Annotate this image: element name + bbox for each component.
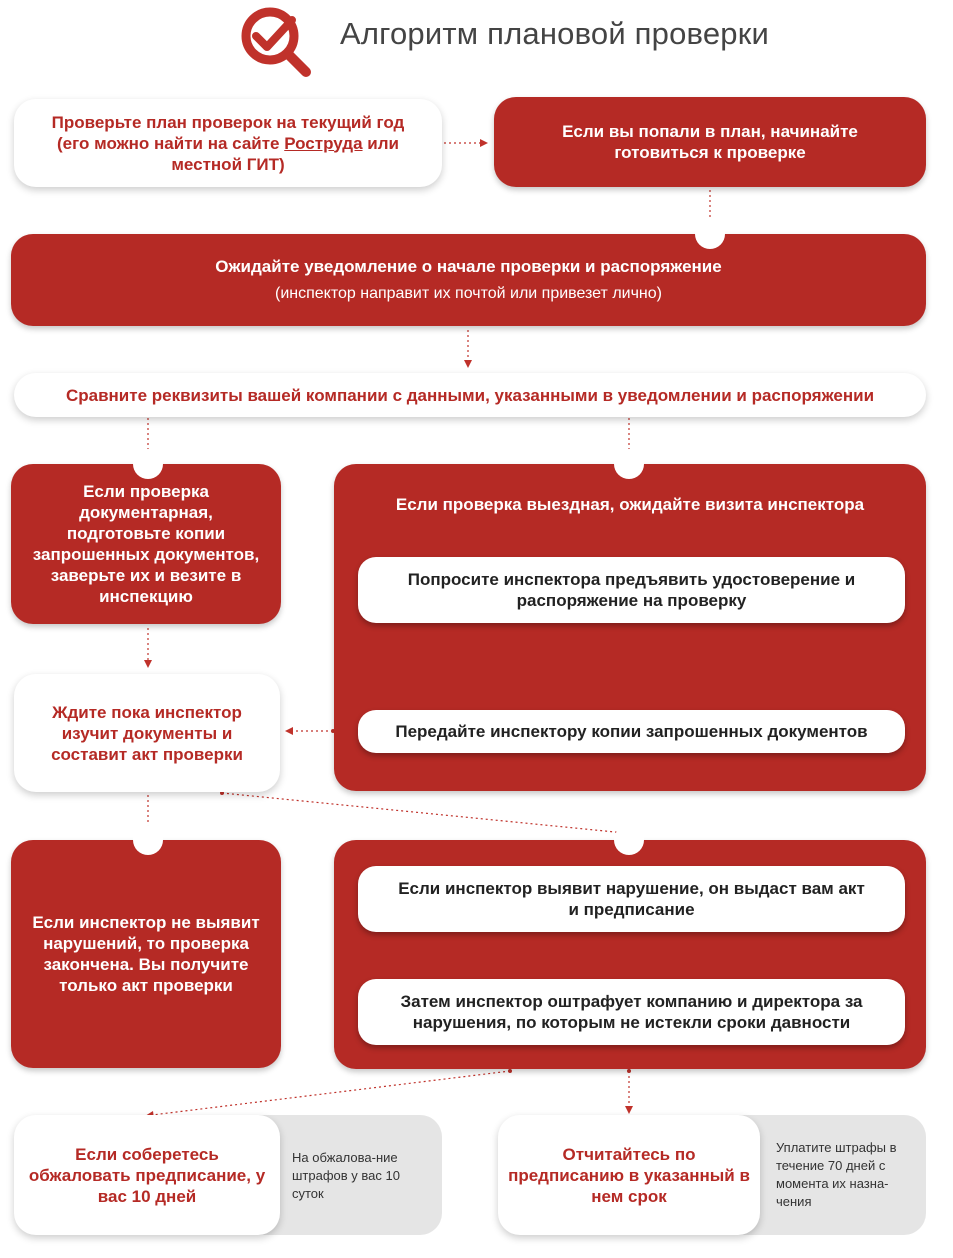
appeal-text: Если соберетесь обжаловать предписание, у вас 10 дней <box>28 1144 266 1206</box>
step-onsite <box>334 464 926 791</box>
step-violation <box>334 840 926 1069</box>
violation-fine <box>358 979 905 1045</box>
no-violation-text: Если инспектор не выявит нарушений, то проверка закончена. Вы получите только акт проверки <box>32 913 260 995</box>
documentary-text: Если проверка документарная, подготовьте копии запрошенных документов, заверьте их и везите в инспекцию <box>32 482 260 606</box>
await-notice-sub: (инспектор направит их почтой или привезет лично) <box>275 284 662 302</box>
check-plan-line2-pre: (его можно найти на сайте <box>57 133 285 153</box>
notch <box>133 449 163 479</box>
check-plan-line2-post: или <box>362 133 399 153</box>
page-title: Алгоритм плановой проверки <box>340 16 770 51</box>
onsite-pass-text: Передайте инспектору копии запрошенных документов <box>395 722 868 741</box>
step-check-plan <box>14 99 442 187</box>
onsite-title: Если проверка выездная, ожидайте визита инспектора <box>395 494 865 514</box>
notch <box>695 219 725 249</box>
violation-act <box>358 866 905 932</box>
step-appeal <box>14 1115 280 1235</box>
check-plan-line1: Проверьте план проверок на текущий год <box>51 112 405 132</box>
violation-fine-text: Затем инспектор оштрафует компанию и директора за нарушения, по которым не истекли сроки давности <box>400 992 863 1032</box>
prepare-text: Если вы попали в план, начинайте готовиться к проверке <box>562 122 858 162</box>
step-no-violation <box>11 840 281 1068</box>
notch <box>614 825 644 855</box>
check-plan-line2 <box>52 133 405 154</box>
report-text: Отчитайтесь по предписанию в указанный в нем срок <box>508 1144 750 1206</box>
compare-text: Сравните реквизиты вашей компании с данными, указанными в уведомлении и распоряжении <box>65 385 875 405</box>
await-notice-main: Ожидайте уведомление о начале проверки и распоряжение <box>215 256 722 276</box>
step-report <box>498 1115 760 1235</box>
violation-act-text: Если инспектор выявит нарушение, он выдаст вам акт и предписание <box>398 879 865 919</box>
onsite-ask <box>358 557 905 623</box>
step-await-notice <box>11 234 926 326</box>
step-wait-act <box>14 674 280 792</box>
notch <box>133 825 163 855</box>
step-documentary <box>11 464 281 624</box>
wait-act-text: Ждите пока инспектор изучит документы и составит акт проверки <box>51 702 243 764</box>
appeal-note-text: На обжалова-ние штрафов у вас 10 суток <box>292 1150 400 1201</box>
report-note-text: Уплатите штрафы в течение 70 дней с момента их назна-чения <box>776 1140 897 1209</box>
notch <box>614 449 644 479</box>
onsite-pass <box>358 710 905 753</box>
rostrud-link[interactable]: Роструда <box>284 133 363 153</box>
step-compare <box>14 373 926 417</box>
onsite-ask-text: Попросите инспектора предъявить удостоверение и распоряжение на проверку <box>407 570 856 610</box>
check-plan-line3: местной ГИТ) <box>171 154 285 174</box>
step-prepare <box>494 97 926 187</box>
